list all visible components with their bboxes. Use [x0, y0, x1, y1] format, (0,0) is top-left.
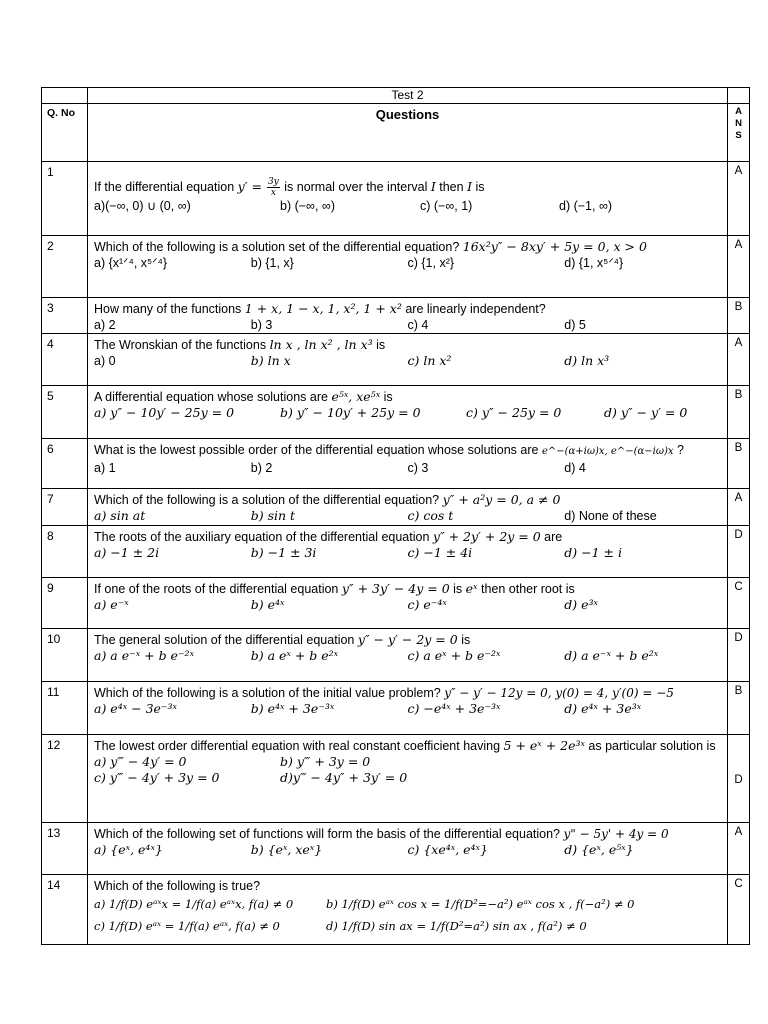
ans-header: A N S: [728, 104, 750, 162]
option-b: b) −1 ± 3i: [250, 545, 317, 560]
question-stem: Which of the following is true?: [94, 879, 261, 893]
option-d: d) −1 ± i: [564, 545, 622, 560]
question-stem: The roots of the auxiliary equation of the differential equation y″ + 2y′ + 2y = 0 are: [94, 529, 563, 544]
question-cell: [88, 439, 728, 489]
question-cell: [88, 823, 728, 875]
question-cell: [88, 578, 728, 629]
question-cell: [88, 334, 728, 386]
question-row: [42, 386, 750, 439]
question-row: [42, 823, 750, 875]
option-c: c) 4: [407, 318, 429, 332]
option-c: c) {1, x²}: [407, 256, 455, 270]
question-stem: If one of the roots of the differential equation y″ + 3y′ − 4y = 0 is eˣ then other root is: [94, 581, 575, 596]
answer: D: [728, 629, 750, 682]
fraction: $\frac{3y}{x}$: [267, 177, 279, 198]
option-a: a) e⁴ˣ − 3e⁻³ˣ: [94, 701, 177, 716]
option-b: b) {eˣ, xeˣ}: [250, 842, 323, 857]
questions-header: Questions: [88, 104, 728, 162]
question-number: 6: [42, 439, 88, 489]
option-d: d) (−1, ∞): [559, 199, 613, 213]
answer: A: [728, 489, 750, 526]
test-table: [41, 87, 750, 945]
options: [94, 918, 721, 934]
question-number: 14: [42, 875, 88, 945]
question-stem: The lowest order differential equation with real constant coefficient having 5 + eˣ + 2e³ˣ as particular solution is: [94, 738, 716, 753]
answer: A: [728, 162, 750, 236]
option-b: b) y″ − 10y′ + 25y = 0: [280, 405, 421, 420]
option-c: c) ln x²: [407, 353, 452, 368]
option-b: b) y‴ + 3y = 0: [280, 754, 371, 769]
options: [94, 701, 721, 717]
question-row: [42, 875, 750, 945]
option-b: b) a eˣ + b e²ˣ: [250, 648, 339, 663]
options: [94, 255, 721, 271]
question-number: 2: [42, 236, 88, 298]
question-number: 3: [42, 298, 88, 334]
title-row: [42, 88, 750, 104]
question-cell: [88, 629, 728, 682]
answer: D: [728, 735, 750, 823]
option-d: d) 1/f(D) sin ax = 1/f(D²=a²) sin ax , f(a²) ≠ 0: [326, 919, 587, 933]
question-number: 9: [42, 578, 88, 629]
answer: A: [728, 236, 750, 298]
question-cell: [88, 489, 728, 526]
question-row: [42, 439, 750, 489]
question-row: [42, 526, 750, 578]
question-row: [42, 735, 750, 823]
option-a: a) a e⁻ˣ + b e⁻²ˣ: [94, 648, 194, 663]
question-number: 4: [42, 334, 88, 386]
question-row: [42, 236, 750, 298]
question-cell: [88, 298, 728, 334]
option-d: d) y″ − y′ = 0: [604, 405, 688, 420]
question-cell: [88, 682, 728, 735]
option-c: c) y″ − 25y = 0: [466, 405, 562, 420]
option-d: d) 4: [564, 461, 586, 475]
option-a: a) y‴ − 4y′ = 0: [94, 754, 187, 769]
question-stem: Which of the following is a solution of the differential equation? y″ + a²y = 0, a ≠ 0: [94, 492, 561, 507]
header-row: [42, 104, 750, 162]
options: [94, 545, 721, 561]
question-number: 12: [42, 735, 88, 823]
question-row: [42, 629, 750, 682]
option-b: b) {1, x}: [250, 256, 294, 270]
answer: B: [728, 298, 750, 334]
option-a: a) 0: [94, 354, 116, 368]
option-b: b) 1/f(D) eᵃˣ cos x = 1/f(D²=−a²) eᵃˣ cos x , f(−a²) ≠ 0: [326, 897, 635, 911]
option-d: d) 5: [564, 318, 586, 332]
options: [94, 353, 721, 369]
question-row: [42, 298, 750, 334]
option-b: b) e⁴ˣ: [250, 597, 285, 612]
option-c: c) 1/f(D) eᵃˣ = 1/f(a) eᵃˣ, f(a) ≠ 0: [94, 919, 280, 933]
option-c: c) e⁻⁴ˣ: [407, 597, 447, 612]
question-cell: [88, 526, 728, 578]
answer: A: [728, 334, 750, 386]
option-d: d) e⁴ˣ + 3e³ˣ: [564, 701, 642, 716]
option-b: b) 3: [250, 318, 273, 332]
question-stem: Which of the following set of functions will form the basis of the differential equation? y" − 5y' + 4y = 0: [94, 827, 669, 841]
answer: C: [728, 578, 750, 629]
options: [94, 317, 721, 333]
question-cell: [88, 386, 728, 439]
option-c: c) a eˣ + b e⁻²ˣ: [407, 648, 501, 663]
option-b: b) ln x: [250, 353, 291, 368]
question-number: 11: [42, 682, 88, 735]
test-title: Test 2: [88, 88, 728, 104]
options: [94, 597, 721, 613]
question-stem: If the differential equation y′ = $\frac{3y}{x}$ is normal over the interval I then I is: [94, 177, 485, 198]
option-a: a)(−∞, 0) ∪ (0, ∞): [94, 199, 191, 213]
option-b: b) 2: [250, 461, 273, 475]
option-a: a) {x¹ᐟ⁴, x⁵ᐟ⁴}: [94, 256, 168, 270]
question-number: 8: [42, 526, 88, 578]
question-stem: A differential equation whose solutions are e⁵ˣ, xe⁵ˣ is: [94, 389, 393, 404]
option-b: b) e⁴ˣ + 3e⁻³ˣ: [250, 701, 335, 716]
option-a: a) 1/f(D) eᵃˣx = 1/f(a) eᵃˣx, f(a) ≠ 0: [94, 897, 294, 911]
question-row: [42, 489, 750, 526]
qno-header: Q. No: [42, 104, 88, 162]
question-number: 1: [42, 162, 88, 236]
question-stem: Which of the following is a solution set of the differential equation? 16x²y″ − 8xy′ + 5y = 0, x > 0: [94, 239, 647, 254]
option-a: a) 1: [94, 461, 116, 475]
option-c: c) {xe⁴ˣ, e⁴ˣ}: [407, 842, 488, 857]
option-a: a) y″ − 10y′ − 25y = 0: [94, 405, 235, 420]
options: [94, 405, 721, 421]
option-b: b) sin t: [250, 508, 296, 523]
options: [94, 770, 721, 786]
answer: C: [728, 875, 750, 945]
option-d: d) e³ˣ: [564, 597, 598, 612]
option-a: a) −1 ± 2i: [94, 545, 160, 560]
option-c: c) cos t: [407, 508, 454, 523]
question-cell: [88, 875, 728, 945]
option-d: d) None of these: [564, 509, 657, 523]
option-c: c) y‴ − 4y′ + 3y = 0: [94, 770, 220, 785]
question-stem: What is the lowest possible order of the differential equation whose solutions are e^−(α+iω)x, e^−(α−iω)x ?: [94, 443, 684, 457]
option-c: c) −1 ± 4i: [407, 545, 473, 560]
answer: A: [728, 823, 750, 875]
option-a: a) {eˣ, e⁴ˣ}: [94, 842, 163, 857]
question-number: 5: [42, 386, 88, 439]
answer: B: [728, 386, 750, 439]
options: [94, 508, 721, 524]
option-d: d)y‴ − 4y″ + 3y′ = 0: [280, 770, 408, 785]
options: [94, 842, 721, 858]
question-number: 7: [42, 489, 88, 526]
question-row: [42, 578, 750, 629]
question-cell: [88, 236, 728, 298]
question-stem: The general solution of the differential equation y″ − y′ − 2y = 0 is: [94, 632, 471, 647]
option-a: a) e⁻ˣ: [94, 597, 129, 612]
option-c: c) 3: [407, 461, 429, 475]
question-number: 13: [42, 823, 88, 875]
question-row: [42, 682, 750, 735]
question-cell: [88, 162, 728, 236]
question-number: 10: [42, 629, 88, 682]
options: [94, 648, 721, 664]
option-d: d) a e⁻ˣ + b e²ˣ: [564, 648, 659, 663]
question-stem: Which of the following is a solution of the initial value problem? y″ − y′ − 12y = 0, y(0) = 4, y′(0) = −5: [94, 686, 674, 700]
question-row: [42, 162, 750, 236]
option-a: a) 2: [94, 318, 116, 332]
option-d: d) {eˣ, e⁵ˣ}: [564, 842, 634, 857]
question-stem: How many of the functions 1 + x, 1 − x, 1, x², 1 + x² are linearly independent?: [94, 301, 546, 316]
answer: B: [728, 439, 750, 489]
question-cell: [88, 735, 728, 823]
option-b: b) (−∞, ∞): [280, 199, 335, 213]
question-row: [42, 334, 750, 386]
option-c: c) (−∞, 1): [420, 199, 473, 213]
options: [94, 896, 721, 912]
option-d: d) ln x³: [564, 353, 610, 368]
answer: D: [728, 526, 750, 578]
question-stem: The Wronskian of the functions ln x , ln x² , ln x³ is: [94, 337, 386, 352]
options: [94, 198, 721, 214]
option-a: a) sin at: [94, 508, 146, 523]
option-d: d) {1, x⁵ᐟ⁴}: [564, 256, 624, 270]
options: [94, 460, 721, 476]
answer: B: [728, 682, 750, 735]
option-c: c) −e⁴ˣ + 3e⁻³ˣ: [407, 701, 501, 716]
options: [94, 754, 721, 770]
